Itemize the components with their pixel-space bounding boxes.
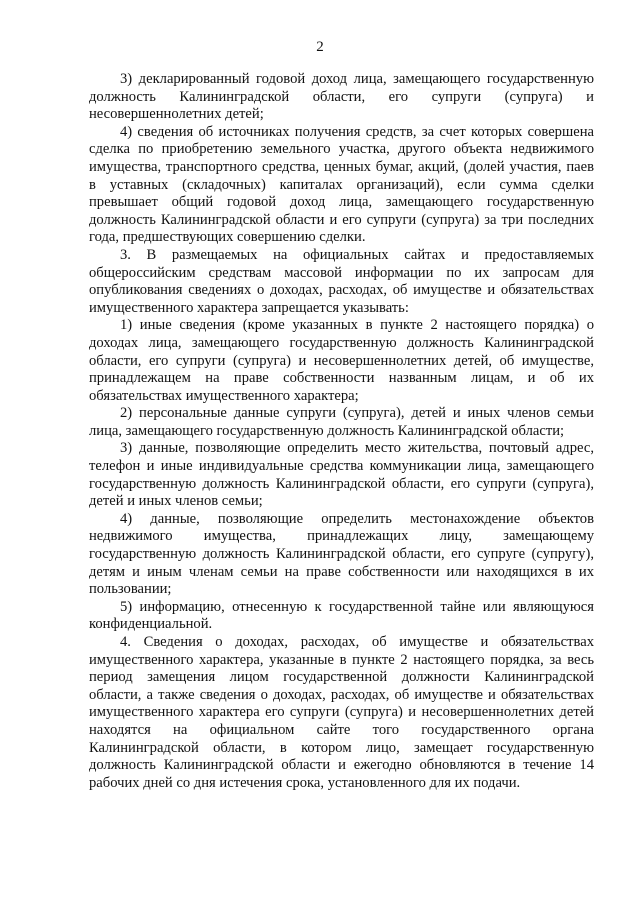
paragraph-item-3-declared-income: 3) декларированный годовой доход лица, замещающего государственную должность Калининградской области, его супруги (супруга) и несовершеннолетних детей; — [89, 71, 594, 123]
paragraph-item-1-other-info: 1) иные сведения (кроме указанных в пункте 2 настоящего порядка) о доходах лица, замещающего государственную должность Калининградской области, его супруги (супруга) и несовершеннолетних детей, об имуществе, принадлежащем на праве собственности названным лицам, и об их обязательствах имущественного характера; — [89, 317, 594, 404]
paragraph-item-3-residence-data: 3) данные, позволяющие определить место жительства, почтовый адрес, телефон и иные индивидуальные средства коммуникации лица, замещающего государственную должность Калининградской области, его супруги (супруга), детей и иных членов семьи; — [89, 440, 594, 510]
page-number: 2 — [316, 39, 324, 55]
document-body — [89, 71, 594, 792]
paragraph-item-2-personal-data: 2) персональные данные супруги (супруга), детей и иных членов семьи лица, замещающего государственную должность Калининградской области; — [89, 405, 594, 439]
paragraph-section-4-publication-period: 4. Сведения о доходах, расходах, об имуществе и обязательствах имущественного характера, указанные в пункте 2 настоящего порядка, за весь период замещения лицом государственной должности Калининградской области, а также сведения о доходах, расходах, об имуществе и обязательствах имущественного характера его супруги (супруга) и несовершеннолетних детей находятся на официальном сайте того государственного органа Калининградской области, в котором лицо, замещает государственную должность Калининградской области и ежегодно обновляются в течение 14 рабочих дней со дня истечения срока, установленного для их подачи. — [89, 634, 594, 791]
paragraph-item-5-state-secret: 5) информацию, отнесенную к государственной тайне или являющуюся конфиденциальной. — [89, 598, 594, 633]
paragraph-section-3-prohibited-info: 3. В размещаемых на официальных сайтах и предоставляемых общероссийским средствам массовой информации по их запросам для опубликования сведениях о доходах, расходах, об имуществе и обязательствах имущественного характера запрещается указывать: — [89, 246, 594, 316]
paragraph-item-4-property-location: 4) данные, позволяющие определить местонахождение объектов недвижимого имущества, принадлежащих лицу, замещающему государственную должность Калининградской области, его супруге (супругу), детям и иным членам семьи на праве собственности или находящихся в их пользовании; — [89, 510, 594, 598]
paragraph-item-4-funds-sources: 4) сведения об источниках получения средств, за счет которых совершена сделка по приобретению земельного участка, другого объекта недвижимого имущества, транспортного средства, ценных бумаг, акций, (долей участия, паев в уставных (складочных) капиталах организаций), если сумма сделки превышает общий годовой доход лица, замещающего государственную должность Калининградской области и его супруги (супруга) за три последних года, предшествующих совершению сделки. — [89, 123, 594, 246]
